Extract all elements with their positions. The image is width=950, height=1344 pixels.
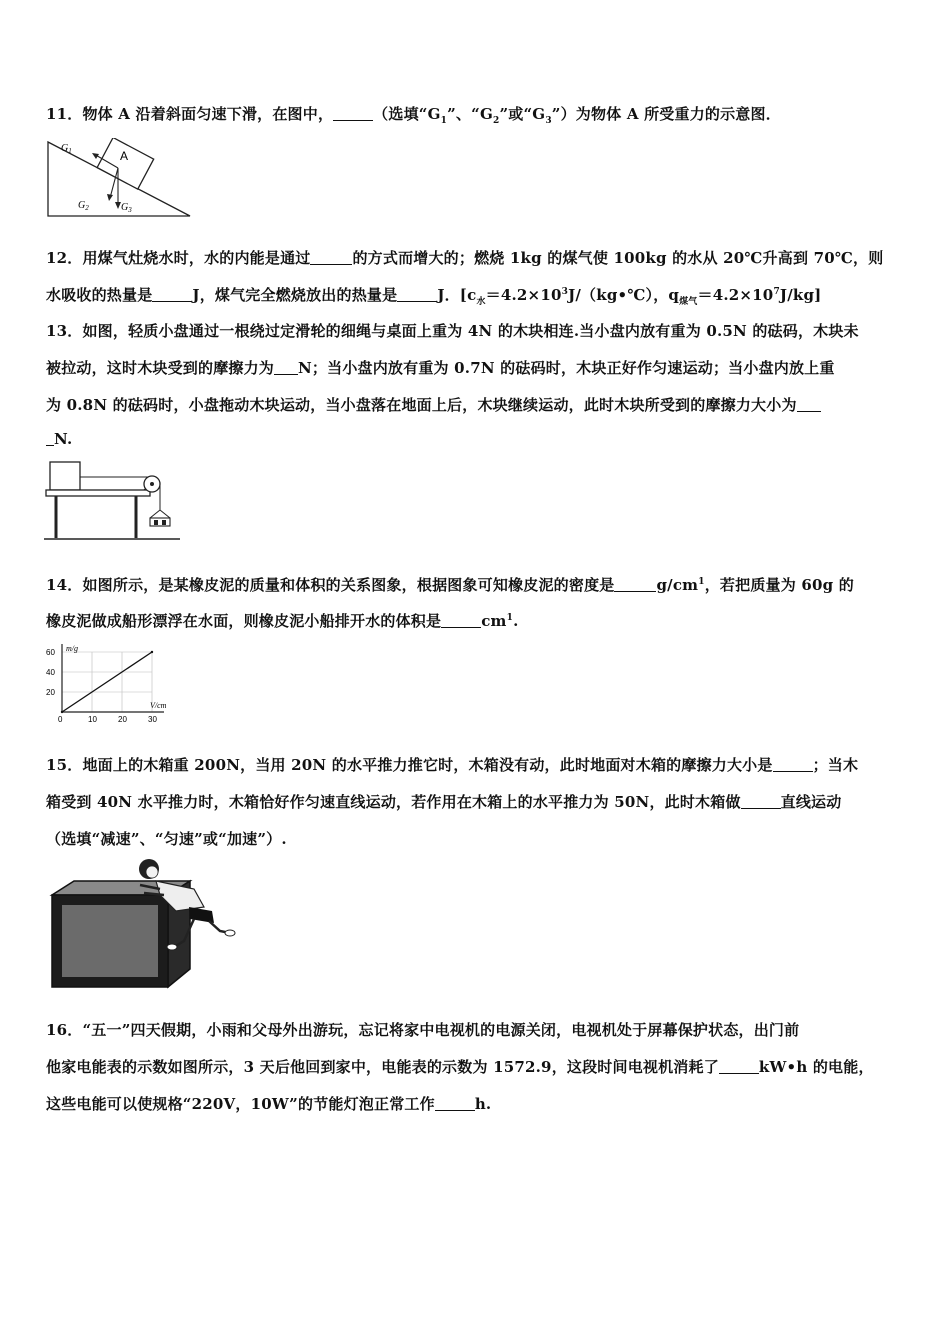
x-tick-0: 0 (58, 715, 63, 724)
q12-line-1 (46, 247, 883, 268)
y-tick-60: 60 (46, 648, 55, 657)
q13-pulley-figure (44, 458, 184, 546)
boy-shoe-back (225, 930, 235, 936)
q16-blank-2[interactable] (435, 1096, 475, 1111)
q14-blank-2[interactable] (441, 613, 481, 628)
x-axis-label: V/cm (150, 701, 167, 710)
weight-2 (162, 520, 166, 525)
boy-face (146, 866, 158, 878)
g1-label: $G_1$ (61, 143, 72, 155)
q11-sub1: 1 (440, 116, 448, 126)
q16-line-1: 16．“五一”四天假期，小雨和父母外出游玩，忘记将家中电视机的电源关闭，电视机处于屏幕保护状态，出门前 (46, 1021, 800, 1039)
y-axis-label: m/g (66, 644, 78, 653)
q13-line-3 (46, 394, 821, 415)
x-tick-10: 10 (88, 715, 97, 724)
q12-text-2g: J/kg] (779, 286, 822, 304)
q15-text-2b: 直线运动 (780, 793, 842, 811)
series-point-0-0 (61, 711, 63, 713)
q11-text-d: ”或“G (499, 105, 546, 123)
table-top (46, 490, 150, 496)
q12-sup-3: 3 (561, 287, 569, 297)
q11-line (46, 103, 781, 126)
q12-line-2 (46, 284, 821, 307)
pulley-axle (150, 482, 154, 486)
chart-series (61, 651, 153, 713)
weight-1 (154, 520, 158, 525)
q15-blank-1[interactable] (773, 757, 813, 772)
q15-blank-2[interactable] (741, 794, 781, 809)
q14-text-2a: 橡皮泥做成船形漂浮在水面，则橡皮泥小船排开水的体积是 (46, 612, 442, 630)
q12-blank-3[interactable] (397, 287, 437, 302)
q14-sup-1: 1 (698, 577, 705, 587)
q13-blank-1[interactable] (274, 360, 298, 375)
q12-text-2b: J，煤气完全燃烧放出的热量是 (192, 286, 398, 304)
q11-text-c: ”、“G (447, 105, 493, 123)
q14-text-2b: cm (481, 612, 507, 630)
q12-text-1b: 的方式而增大的；燃烧 1kg 的煤气使 100kg 的水从 20℃升高到 70℃，则 (352, 249, 884, 267)
q15-text-1a: 15．地面上的木箱重 200N，当用 20N 的水平推力推它时，木箱没有动，此时地面对木箱的摩擦力大小是 (46, 756, 773, 774)
q13-text-2a: 被拉动，这时木块受到的摩擦力为 (46, 359, 275, 377)
q16-blank-1[interactable] (719, 1059, 759, 1074)
q11-incline-figure (44, 138, 194, 220)
q11-sub3: 3 (545, 116, 552, 126)
q15-line-2 (46, 791, 841, 812)
q12-text-2f: ＝4.2×10 (697, 286, 774, 304)
q15-push-box-figure (44, 855, 236, 995)
series-line-0 (62, 652, 152, 712)
q14-text-2c: . (513, 612, 519, 630)
q12-text-2a: 水吸收的热量是 (46, 286, 153, 304)
q12-sup-7: 7 (773, 287, 780, 297)
small-pan (150, 518, 170, 526)
q13-text-2b: N；当小盘内放有重为 0.7N 的砝码时，木块正好作匀速运动；当小盘内放上重 (298, 359, 835, 377)
q16-text-3b: h. (474, 1095, 492, 1113)
q16-text-3a: 这些电能可以使规格“220V，10W”的节能灯泡正常工作 (46, 1095, 435, 1113)
q15-line-1 (46, 754, 858, 775)
q11-text-a: 11．物体 A 沿着斜面匀速下滑，在图中， (46, 105, 334, 123)
q13-blank-2a[interactable] (797, 397, 821, 412)
boy-shoe-front (167, 944, 177, 950)
q15-text-2a: 箱受到 40N 水平推力时，木箱恰好作匀速直线运动，若作用在木箱上的水平推力为 50N，此时木箱做 (46, 793, 741, 811)
block-a-label: A (120, 149, 129, 163)
q14-line-1 (46, 574, 854, 595)
q12-text-2d: ＝4.2×10 (485, 286, 562, 304)
q12-blank-1[interactable] (310, 250, 352, 265)
q13-line-2 (46, 357, 835, 378)
q14-mass-volume-chart (44, 640, 174, 724)
q13-blank-2b[interactable] (46, 431, 54, 446)
q16-text-2b: kW•h 的电能， (758, 1058, 874, 1076)
q14-text-1c: ，若把质量为 60g 的 (704, 576, 854, 594)
q11-sub2: 2 (492, 116, 500, 126)
x-tick-20: 20 (118, 715, 127, 724)
q12-sub-gas: 煤气 (679, 297, 698, 307)
q14-sup-2: 1 (506, 613, 514, 623)
q13-text-3: 为 0.8N 的砝码时，小盘拖动木块运动，当小盘落在地面上后，木块继续运动，此时木块所受到的摩擦力大小为 (46, 396, 797, 414)
g2-label: $G_2$ (78, 200, 89, 212)
q12-sub-water: 水 (476, 297, 486, 307)
q12-text-2c: J．[c (437, 286, 477, 304)
block-a (97, 138, 154, 189)
q11-text-e: ”）为物体 A 所受重力的示意图． (551, 105, 781, 123)
g3-label: $G_3$ (121, 202, 132, 214)
q13-line-4 (46, 430, 72, 448)
q12-text-2e: J/（kg•℃），q (568, 286, 680, 304)
q13-text-4: N. (54, 430, 73, 448)
q16-text-2a: 他家电能表的示数如图所示，3 天后他回到家中，电能表的示数为 1572.9，这段时间电视机消耗了 (46, 1058, 719, 1076)
q15-text-1b: ；当木 (812, 756, 859, 774)
q12-blank-2[interactable] (152, 287, 192, 302)
pan-strings (150, 510, 170, 518)
y-tick-20: 20 (46, 688, 55, 697)
g2-arrowhead (107, 194, 113, 201)
q14-text-1b: g/cm (656, 576, 699, 594)
box-front-panel (62, 905, 158, 977)
q14-text-1a: 14．如图所示，是某橡皮泥的质量和体积的关系图象，根据图象可知橡皮泥的密度是 (46, 576, 615, 594)
series-point-0-1 (151, 651, 153, 653)
wood-block (50, 462, 80, 490)
x-tick-30: 30 (148, 715, 157, 724)
q16-line-3 (46, 1093, 491, 1114)
q15-line-3: （选填“减速”、“匀速”或“加速”）. (46, 830, 287, 848)
q14-blank-1[interactable] (614, 577, 656, 592)
q11-answer-blank[interactable] (333, 106, 373, 121)
q12-text-1a: 12．用煤气灶烧水时，水的内能是通过 (46, 249, 311, 267)
q13-line-1: 13．如图，轻质小盘通过一根绕过定滑轮的细绳与桌面上重为 4N 的木块相连.当小盘内放有重为 0.5N 的砝码，木块未 (46, 322, 859, 340)
q14-line-2 (46, 610, 519, 631)
y-tick-40: 40 (46, 668, 55, 677)
q16-line-2 (46, 1056, 874, 1077)
q11-text-b: （选填“G (373, 105, 441, 123)
